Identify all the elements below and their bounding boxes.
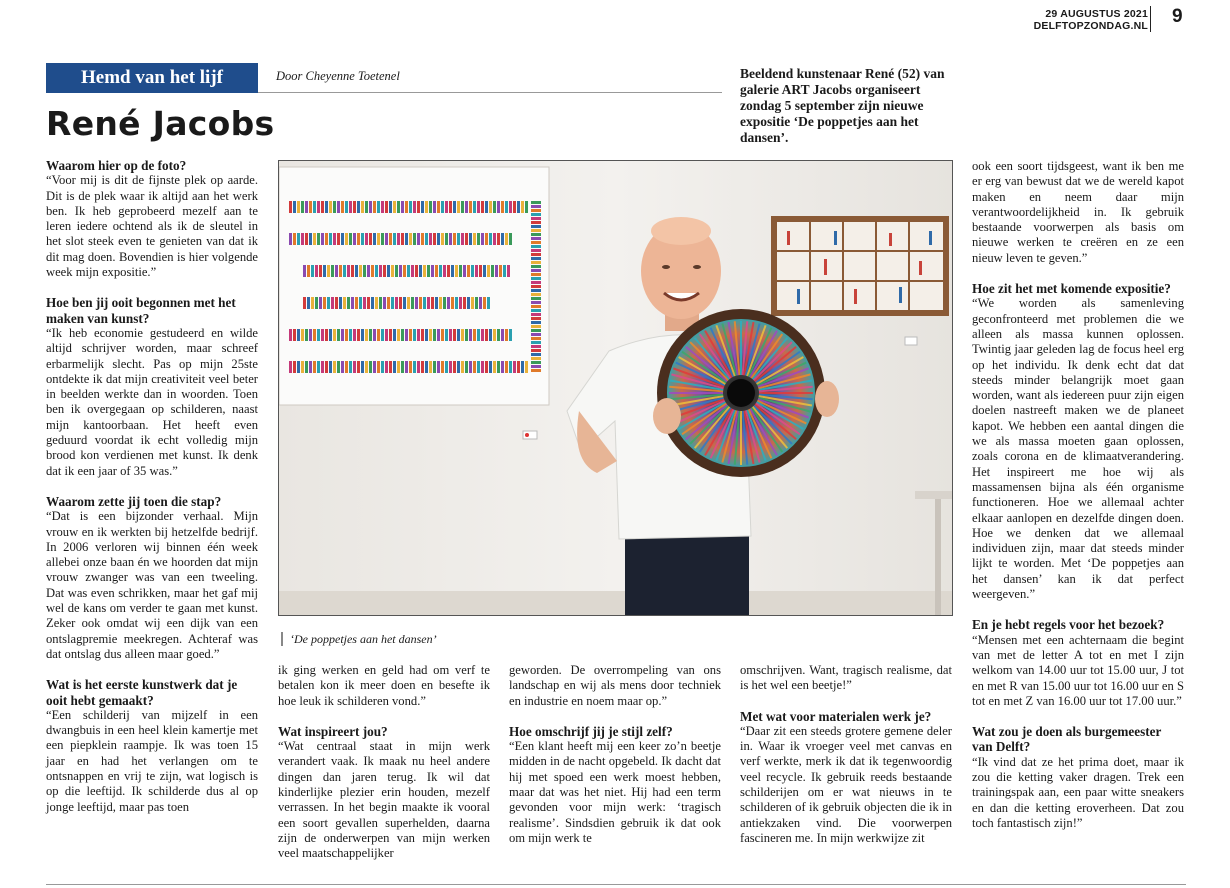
interview-question: Wat zou je doen als burgemeester van Delft?: [972, 724, 1162, 755]
page-number: 9: [1172, 6, 1183, 27]
interview-answer: ik ging werken en geld had om verf te betalen kon ik meer doen en besefte ik hoe leuk ik schilderen vond.”: [278, 663, 490, 708]
article-photo: [278, 160, 953, 616]
interview-answer: “Mensen met een achternaam die begint van met de letter A tot en met I zijn welkom van 14.00 uur tot 15.00 uur, J tot en met R van 15.00 uur tot 16.00 uur en S tot en met Z van 16.00 uur tot 17.00 uur.”: [972, 632, 1184, 708]
interview-question: Hoe ben jij ooit begonnen met het maken van kunst?: [46, 295, 236, 326]
article-column-2: [278, 663, 490, 862]
photo-caption: ‘De poppetjes aan het dansen’: [290, 632, 437, 646]
article-column-1: [46, 158, 258, 815]
article-intro: Beeldend kunstenaar René (52) van galerie ART Jacobs organiseert zondag 5 september zijn nieuwe expositie ‘De poppetjes aan het dansen’.: [740, 66, 945, 145]
issue-date: 29 AUGUSTUS 2021: [1045, 8, 1148, 20]
interview-answer: “Wat centraal staat in mijn werk verandert vaak. Ik maak nu heel andere dingen dan jaren terug. Ik wil dat kinderlijke plezier erin houden, mezelf verrassen. In het begin maakte ik vooral een soort gevallen superhelden, daarna zijn de onderwerpen van mijn werken veel maatschappelijker: [278, 739, 490, 861]
interview-answer: “Daar zit een steeds grotere gemene deler in. Waar ik vroeger veel met canvas en verf werkte, merk ik dat ik tegenwoordig veel recycle. Ik gebruik reeds bestaande schilderijen om er wat nieuws in te schilderen of ik gebruik objecten die ik in antiekzaken vind. Die voorwerpen fascineren me. In mijn werkwijze zit: [740, 723, 952, 845]
interview-answer: “Dat is een bijzonder verhaal. Mijn vrouw en ik werkten bij hetzelfde bedrijf. In 2006 verloren wij binnen één week allebei onze baan én we hoorden dat mijn vrouw zwanger was van een tweeling. Dat was even schrikken, maar het gaf mij wel de kans om verder te gaan met kunst. Zeker ook omdat wij een dijk van een ontslagpremie meekregen. Achteraf was dat ontslag dus alleen maar goed.”: [46, 509, 258, 661]
interview-question: Met wat voor materialen werk je?: [740, 708, 932, 724]
section-label: Hemd van het lijf: [46, 63, 258, 93]
circular-artwork: [657, 309, 825, 477]
interview-answer: “Ik heb economie gestudeerd en wilde altijd schrijver worden, maar schreef erbarmelijk slecht. Pas op mijn 25ste ontdekte ik dat mijn creativiteit veel beter in beelden werkte dan in woorden. Toen ben ik overgegaan op schilderen, naast mijn kantoorbaan. Het heeft even geduurd voordat ik echt volledig mijn brood kon verdienen met kunst. Ik denk dat ik een jaar of 35 was.”: [46, 325, 258, 478]
article-headline: René Jacobs: [46, 104, 275, 143]
interview-question: Wat inspireert jou?: [278, 723, 388, 739]
website-link[interactable]: DELFTOPZONDAG.NL: [1033, 20, 1148, 32]
interview-answer: “Een schilderij van mijzelf in een dwangbuis in een heel klein kamertje met een piepklein raampje. Ik was toen 15 jaar en had het verlangen om te ontsnappen en vrij te zijn, wat logisch is op die leeftijd. Ik schilderde dus al op jonge leeftijd, maar pas toen: [46, 707, 258, 814]
interview-answer: “Ik vind dat ze het prima doet, maar ik zou die ketting vaker dragen. Trek een trainingspak aan, een paar witte sneakers en dan die ketting eroverheen. Dat zou toch fantastisch zijn!”: [972, 754, 1184, 830]
interview-question: Hoe zit het met komende expositie?: [972, 281, 1171, 297]
interview-question: Waarom hier op de foto?: [46, 158, 187, 173]
masthead-date-block: [1034, 8, 1148, 32]
byline-divider: [258, 92, 722, 93]
interview-question: En je hebt regels voor het bezoek?: [972, 617, 1165, 633]
interview-question: Waarom zette jij toen die stap?: [46, 493, 222, 509]
interview-answer: “Een klant heeft mij een keer zo’n beetje midden in de nacht opgebeld. Ik dacht dat hij met spoed een werk moest hebben, maar dat was het niet. Hij had een term gevonden voor mijn werk: ‘tragisch realisme’. Sindsdien gebruik ik dat ook om mijn werk te: [509, 739, 721, 845]
interview-question: Hoe omschrijf jij je stijl zelf?: [509, 723, 673, 739]
interview-answer: omschrijven. Want, tragisch realisme, dat is het wel een beetje!”: [740, 663, 952, 693]
masthead-divider: [1150, 6, 1151, 32]
photo-illustration: [279, 161, 953, 616]
interview-question: Wat is het eerste kunstwerk dat je ooit hebt gemaakt?: [46, 677, 238, 708]
interview-answer: “Voor mij is dit de fijnste plek op aarde. Dit is de plek waar ik altijd aan het werk ben. Ik heb geprobeerd mezelf aan te leren iedere ochtend als ik de sleutel in het slot steek even te genieten van dat ik dit mag doen. Bovendien is hier volgende week mijn expositie.”: [46, 173, 258, 280]
bottom-divider: [46, 884, 1186, 885]
article-column-3: [509, 663, 721, 846]
article-column-4: [740, 663, 952, 846]
caption-marker: [281, 632, 283, 646]
interview-answer: ook een soort tijdsgeest, want ik ben me er erg van bewust dat we de wereld kapot maken en neem daar mijn verantwoordelijkheid in. Ik gebruik bestaande voorwerpen als basis om nieuwe werken te creëren en ze een nieuw leven te geven.”: [972, 159, 1184, 265]
byline: Door Cheyenne Toetenel: [276, 69, 400, 83]
interview-answer: “We worden als samenleving geconfronteerd met problemen die we alleen als massa kunnen oplossen. Twintig jaar geleden lag de focus heel erg op het individu. Ik denk echt dat dat steeds minder belangrijk moet gaan worden, want als iedereen puur zijn eigen doelen nastreeft maken we de planeet kapot. We hebben een aantal dingen die we als massa moeten gaan oplossen, zoals corona en de klimaatverandering. Het inspireert me hoe wij als massamensen bijna als één organisme functioneren. Hoe we allemaal achter elkaar aanlopen en dezelfde dingen doen. Hoe we denken dat we allemaal individuen zijn, maar dat steeds minder lijkt te worden. Met ‘De poppetjes aan het dansen’ kan ik dat perfect weergeven.”: [972, 296, 1184, 602]
article-column-5: [972, 159, 1184, 831]
interview-answer: geworden. De overrompeling van ons landschap en wij als mens door techniek en industrie en noem maar op.”: [509, 663, 721, 708]
